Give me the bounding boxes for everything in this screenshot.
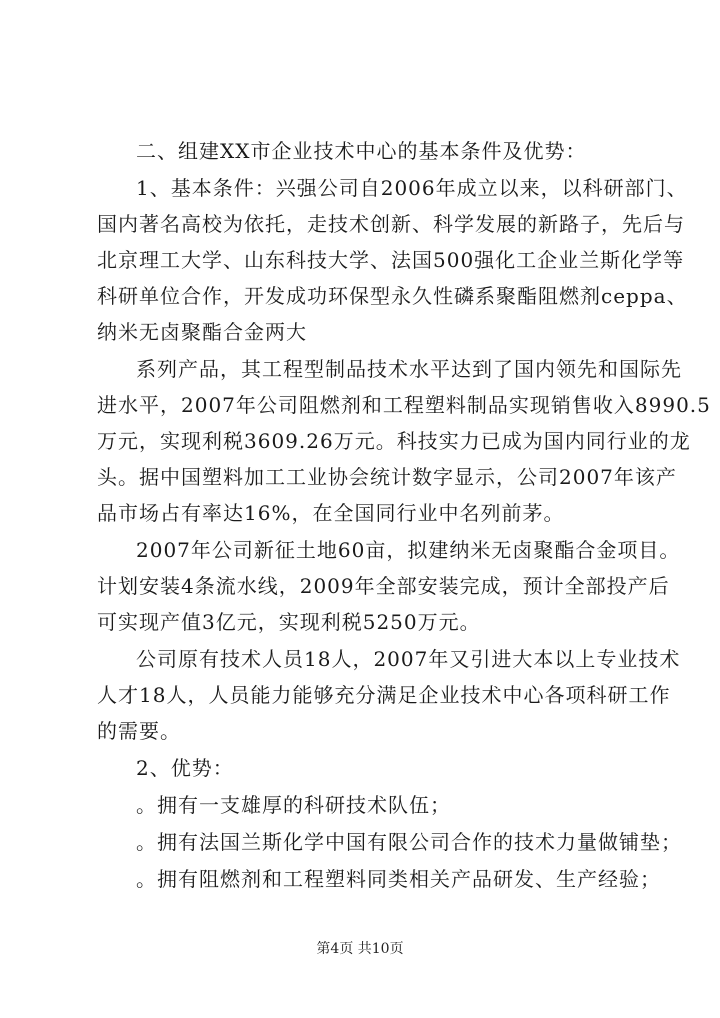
paragraph-line: 品市场占有率达16%，在全国同行业中名列前茅。 <box>97 501 565 525</box>
subsection-heading: 2、优势： <box>136 756 234 780</box>
paragraph-line: 公司原有技术人员18人，2007年又引进大本以上专业技术 <box>136 647 681 671</box>
paragraph-line: 系列产品，其工程型制品技术水平达到了国内领先和国际先 <box>136 357 682 381</box>
paragraph-line: 万元，实现利税3609.26万元。科技实力已成为国内同行业的龙 <box>97 429 691 453</box>
paragraph-line: 可实现产值3亿元，实现利税5250万元。 <box>97 610 481 634</box>
paragraph-line: 进水平，2007年公司阻燃剂和工程塑料制品实现销售收入8990.5 <box>97 393 711 417</box>
paragraph-line: 北京理工大学、山东科技大学、法国500强化工企业兰斯化学等 <box>97 248 685 272</box>
paragraph-line: 国内著名高校为依托，走技术创新、科学发展的新路子，先后与 <box>97 212 685 236</box>
list-item: 。拥有一支雄厚的科研技术队伍； <box>136 793 451 817</box>
section-heading: 二、组建XX市企业技术中心的基本条件及优势： <box>136 139 587 163</box>
paragraph-line: 纳米无卤聚酯合金两大 <box>97 320 307 344</box>
paragraph-line: 计划安装4条流水线，2009年全部安装完成，预计全部投产后 <box>97 574 670 598</box>
list-item: 。拥有阻燃剂和工程塑料同类相关产品研发、生产经验； <box>136 867 661 891</box>
paragraph-line: 人才18人，人员能力能够充分满足企业技术中心各项科研工作 <box>97 683 671 707</box>
paragraph-line: 1、基本条件：兴强公司自2006年成立以来，以科研部门、 <box>136 176 688 200</box>
paragraph-line: 的需要。 <box>97 719 181 743</box>
paragraph-line: 2007年公司新征土地60亩，拟建纳米无卤聚酯合金项目。 <box>136 538 681 562</box>
paragraph-line: 头。据中国塑料加工工业协会统计数字显示，公司2007年该产 <box>97 465 677 489</box>
list-item: 。拥有法国兰斯化学中国有限公司合作的技术力量做铺垫； <box>136 830 682 854</box>
page-number: 第4页 共10页 <box>316 941 404 957</box>
paragraph-line: 科研单位合作，开发成功环保型永久性磷系聚酯阻燃剂ceppa、 <box>97 284 688 308</box>
